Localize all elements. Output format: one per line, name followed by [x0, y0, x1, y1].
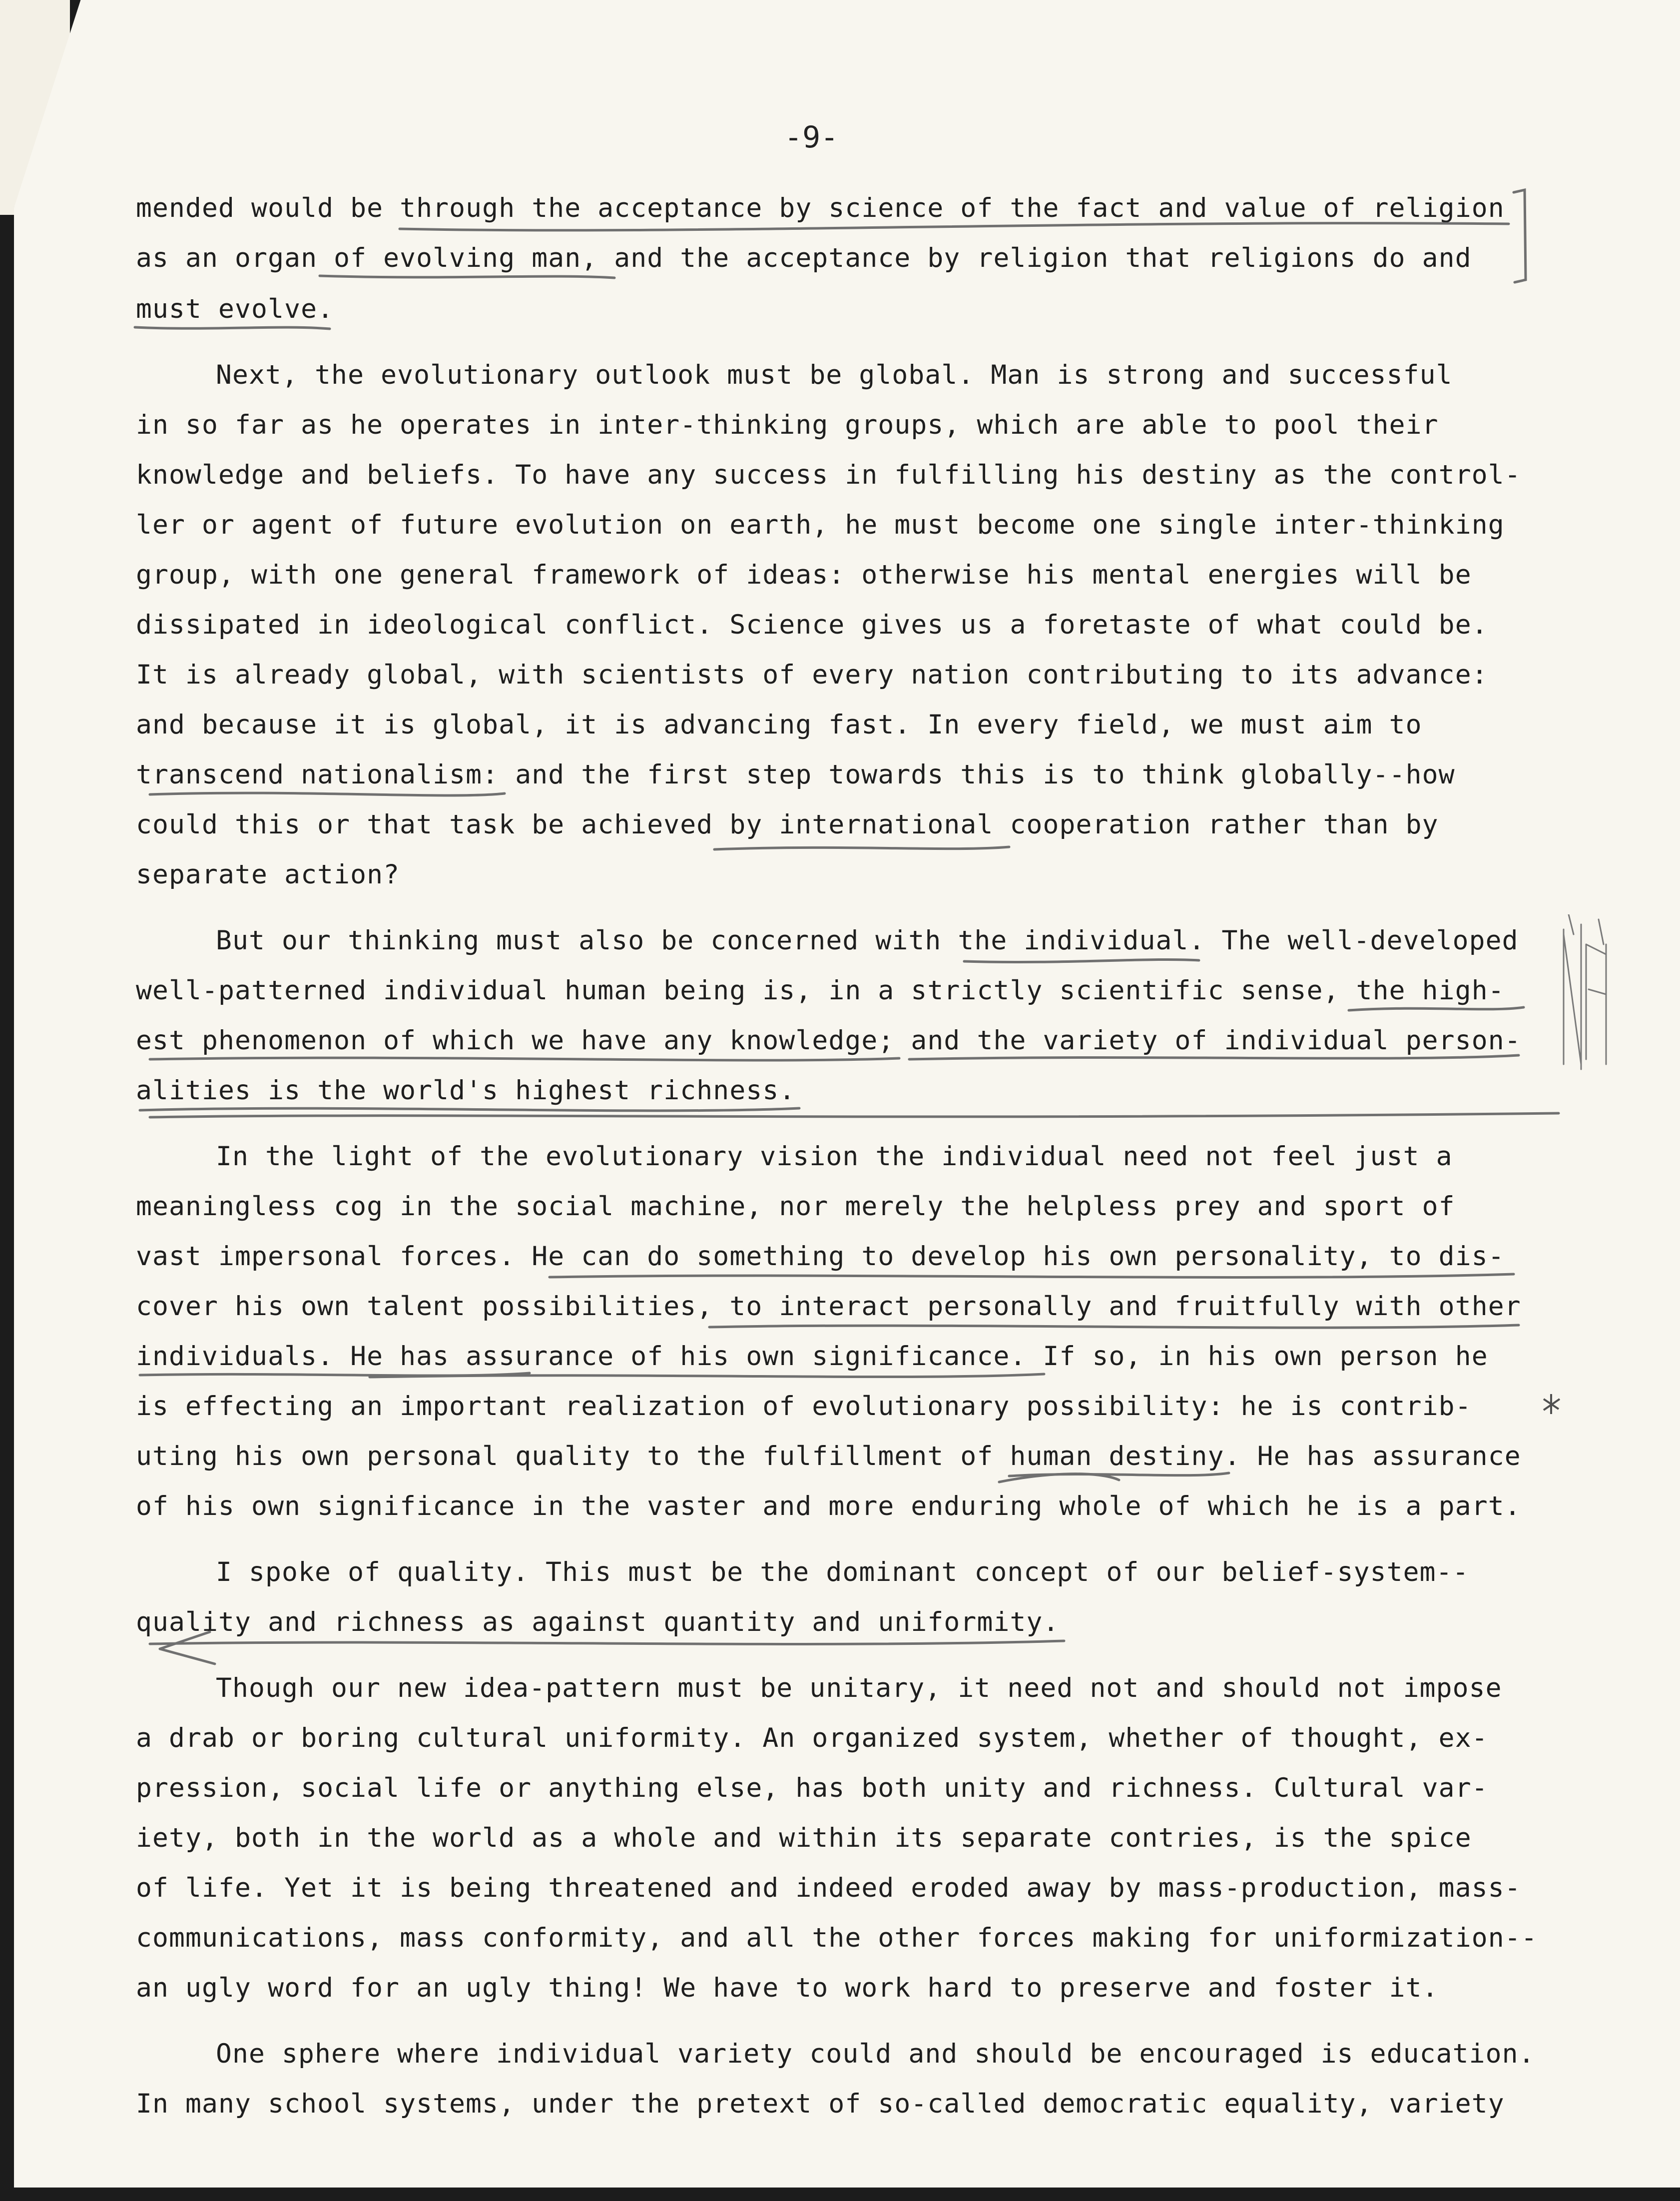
underline-mark: [964, 959, 1199, 962]
text-line: of life. Yet it is being threatened and indeed eroded away by mass-production, mass-: [136, 1873, 1521, 1903]
text-line: meaningless cog in the social machine, nor merely the helpless prey and sport of: [136, 1191, 1455, 1222]
underline-mark: [1349, 1007, 1524, 1010]
text-line: could this or that task be achieved by international cooperation rather than by: [136, 809, 1439, 840]
text-line: uting his own personal quality to the fulfillment of human destiny. He has assurance: [136, 1441, 1521, 1471]
text-line: as an organ of evolving man, and the acceptance by religion that religions do and: [136, 243, 1472, 273]
underline-mark: [400, 223, 1509, 230]
text-line: individuals. He has assurance of his own significance. If so, in his own person he: [136, 1341, 1488, 1372]
text-line: separate action?: [136, 859, 400, 890]
text-line: quality and richness as against quantity and uniformity.: [136, 1607, 1060, 1637]
margin-scribble: [1559, 914, 1614, 1079]
underline-mark: [150, 1113, 1559, 1117]
text-line: It is already global, with scientists of every nation contributing to its advance:: [136, 660, 1488, 690]
underline-mark: [135, 327, 330, 329]
text-line: alities is the world's highest richness.: [136, 1075, 796, 1106]
text-line: ler or agent of future evolution on earth, he must become one single inter-thinking: [136, 510, 1505, 540]
text-line: well-patterned individual human being is, in a strictly scientific sense, the high-: [136, 975, 1505, 1006]
text-line: of his own significance in the vaster and more enduring whole of which he is a part.: [136, 1491, 1521, 1521]
text-line: vast impersonal forces. He can do something to develop his own personality, to dis-: [136, 1241, 1505, 1272]
margin-bracket-mark: [1514, 190, 1526, 282]
text-line: in so far as he operates in inter-thinking groups, which are able to pool their: [136, 410, 1439, 440]
text-line: But our thinking must also be concerned with the individual. The well-developed: [216, 925, 1519, 956]
text-line: is effecting an important realization of evolutionary possibility: he is contrib-: [136, 1391, 1472, 1422]
underline-mark: [160, 1632, 215, 1664]
underline-mark: [150, 793, 505, 795]
text-line: an ugly word for an ugly thing! We have to work hard to preserve and foster it.: [136, 1973, 1439, 2003]
underline-mark: [320, 276, 614, 278]
text-line: iety, both in the world as a whole and within its separate contries, is the spice: [136, 1823, 1472, 1853]
underline-mark: [140, 1108, 799, 1111]
text-line: One sphere where individual variety could and should be encouraged is education.: [216, 2039, 1535, 2069]
page-number: -9-: [784, 120, 839, 155]
text-line: communications, mass conformity, and all the other forces making for uniformization--: [136, 1923, 1538, 1953]
text-line: cover his own talent possibilities, to interact personally and fruitfully with other: [136, 1291, 1521, 1322]
underline-mark: [550, 1274, 1514, 1277]
text-line: must evolve.: [136, 294, 334, 324]
text-line: est phenomenon of which we have any knowledge; and the variety of individual person-: [136, 1025, 1521, 1056]
underline-mark: [709, 1325, 1519, 1328]
text-line: knowledge and beliefs. To have any success in fulfilling his destiny as the control-: [136, 460, 1521, 490]
text-line: mended would be through the acceptance by science of the fact and value of religion: [136, 193, 1505, 223]
underline-mark: [909, 1055, 1519, 1059]
text-line: and because it is global, it is advancing fast. In every field, we must aim to: [136, 710, 1422, 740]
underline-mark: [150, 1058, 899, 1060]
text-line: a drab or boring cultural uniformity. An organized system, whether of thought, ex-: [136, 1723, 1488, 1753]
text-line: In the light of the evolutionary vision the individual need not feel just a: [216, 1141, 1453, 1172]
underline-mark: [150, 1641, 1064, 1644]
text-line: Next, the evolutionary outlook must be global. Man is strong and successful: [216, 360, 1453, 390]
text-line: group, with one general framework of ideas: otherwise his mental energies will be: [136, 560, 1472, 590]
text-line: dissipated in ideological conflict. Science gives us a foretaste of what could be.: [136, 610, 1488, 640]
text-line: I spoke of quality. This must be the dominant concept of our belief-system--: [216, 1557, 1469, 1587]
asterisk-mark: [1544, 1394, 1560, 1414]
text-line: Though our new idea-pattern must be unitary, it need not and should not impose: [216, 1673, 1502, 1703]
text-line: transcend nationalism: and the first step towards this is to think globally--how: [136, 759, 1455, 790]
text-line: In many school systems, under the pretext of so-called democratic equality, variety: [136, 2089, 1505, 2119]
underline-mark: [714, 847, 1009, 849]
text-line: pression, social life or anything else, has both unity and richness. Cultural var-: [136, 1773, 1488, 1803]
